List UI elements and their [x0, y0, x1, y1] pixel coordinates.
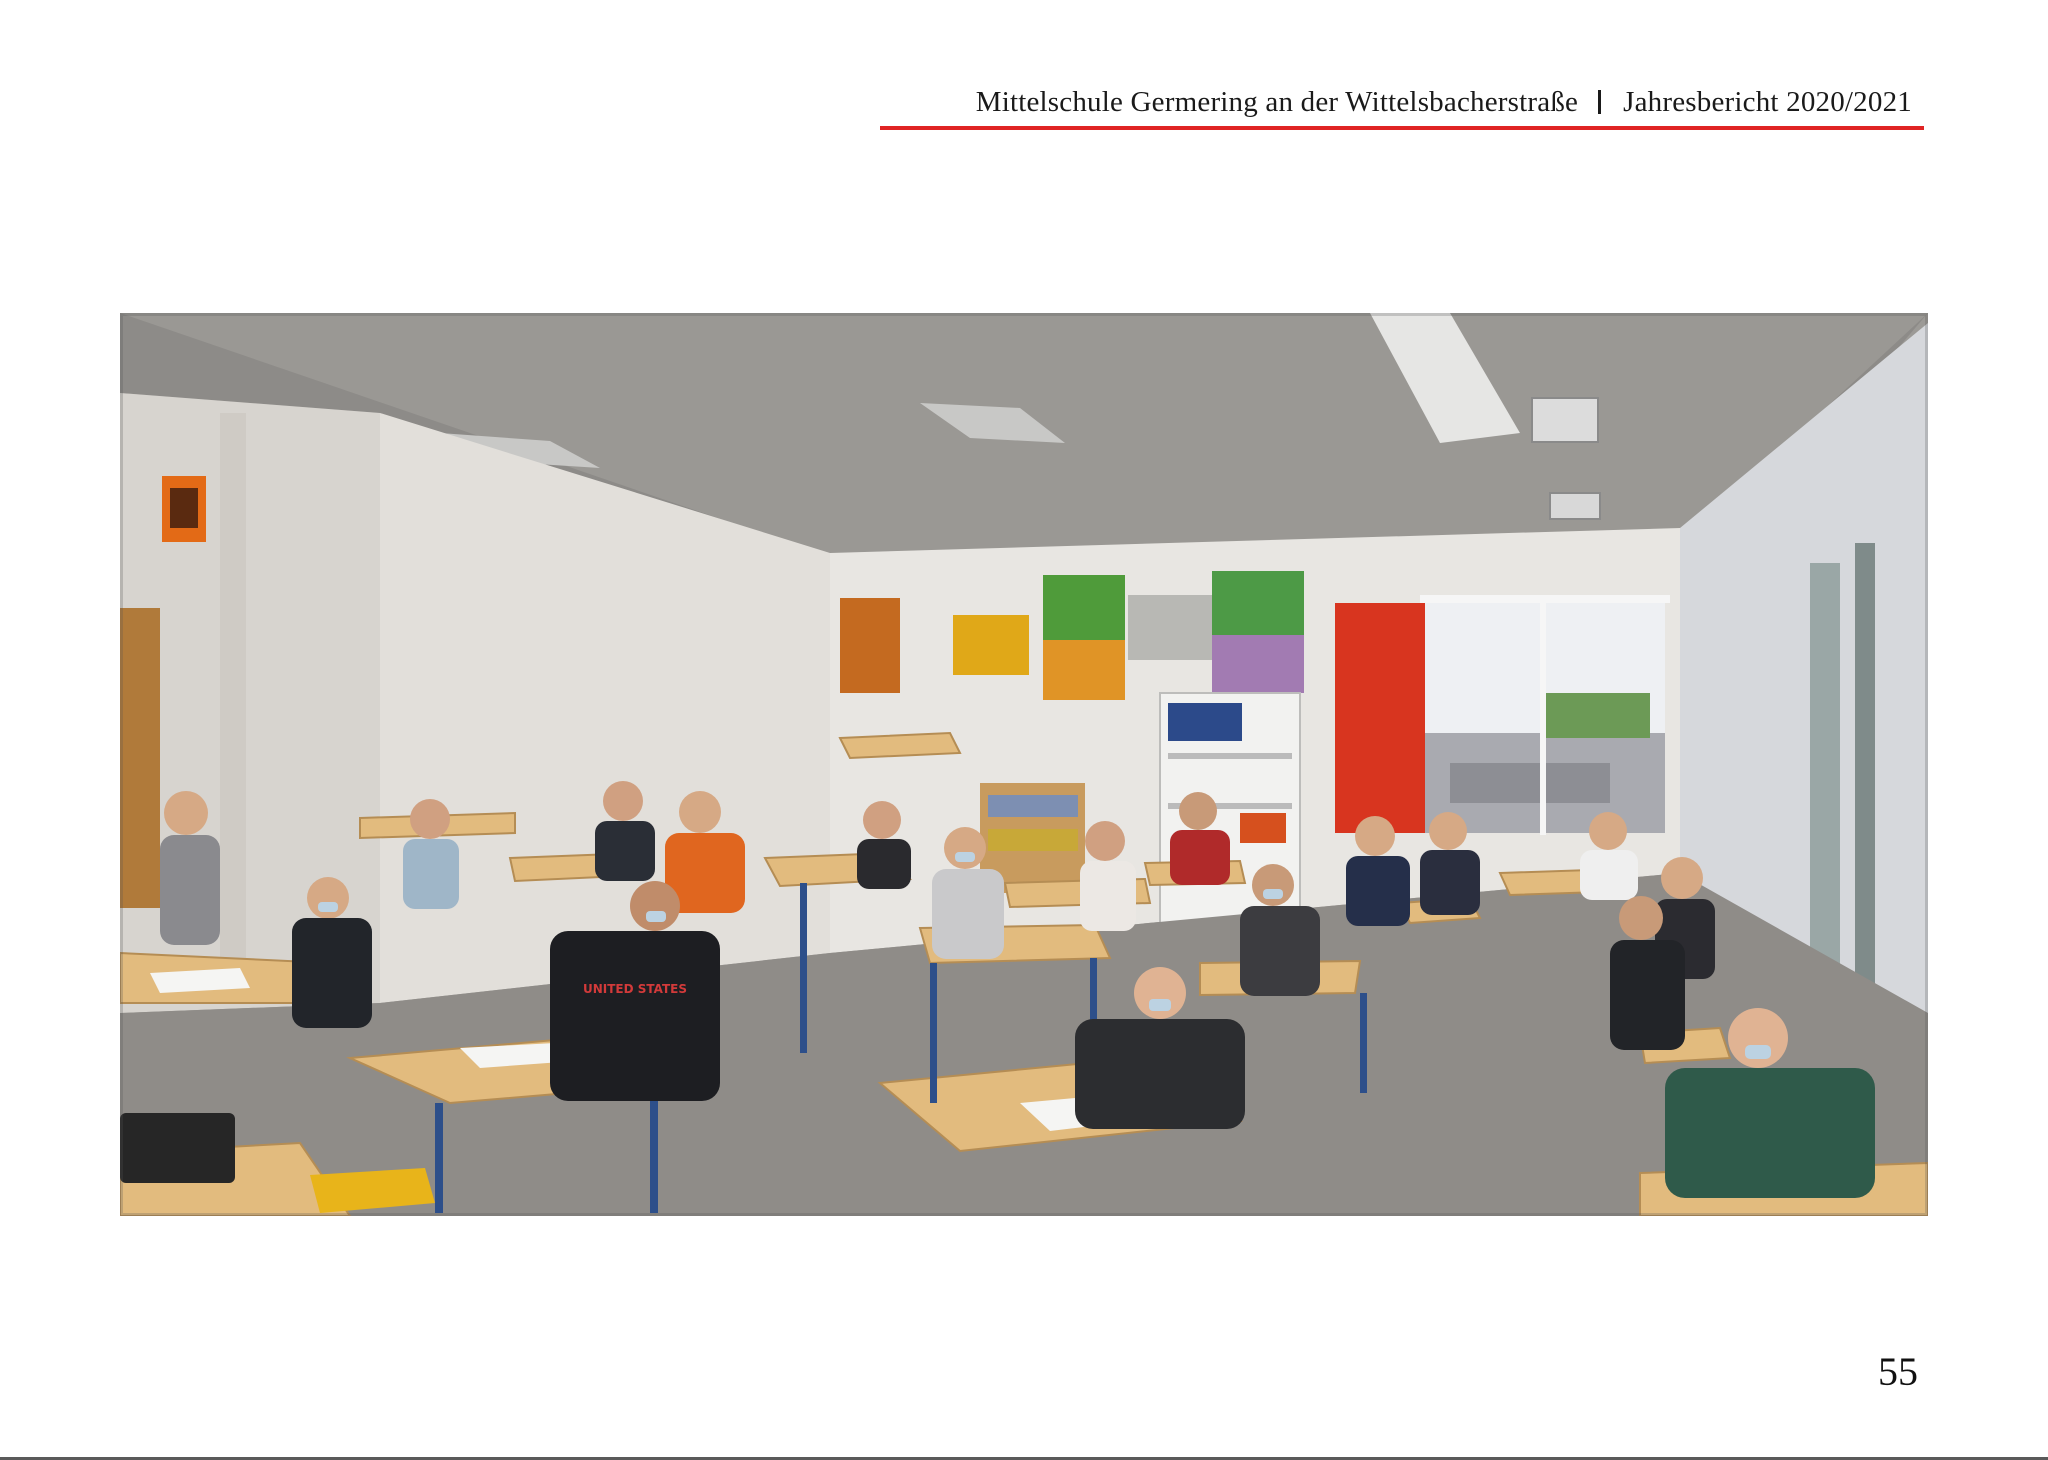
- shirt-print-text: UNITED STATES: [582, 982, 688, 996]
- header-report-title: Jahresbericht 2020/2021: [1623, 86, 1912, 118]
- classroom-photo-illustration: [120, 313, 1928, 1216]
- running-header: [880, 86, 1924, 130]
- page-number: 55: [1878, 1349, 1918, 1394]
- header-text: [976, 86, 1912, 119]
- header-school-name: Mittelschule Germering an der Wittelsbacherstraße: [975, 86, 1579, 118]
- classroom-photo: [120, 313, 1928, 1216]
- header-separator: [1598, 90, 1601, 114]
